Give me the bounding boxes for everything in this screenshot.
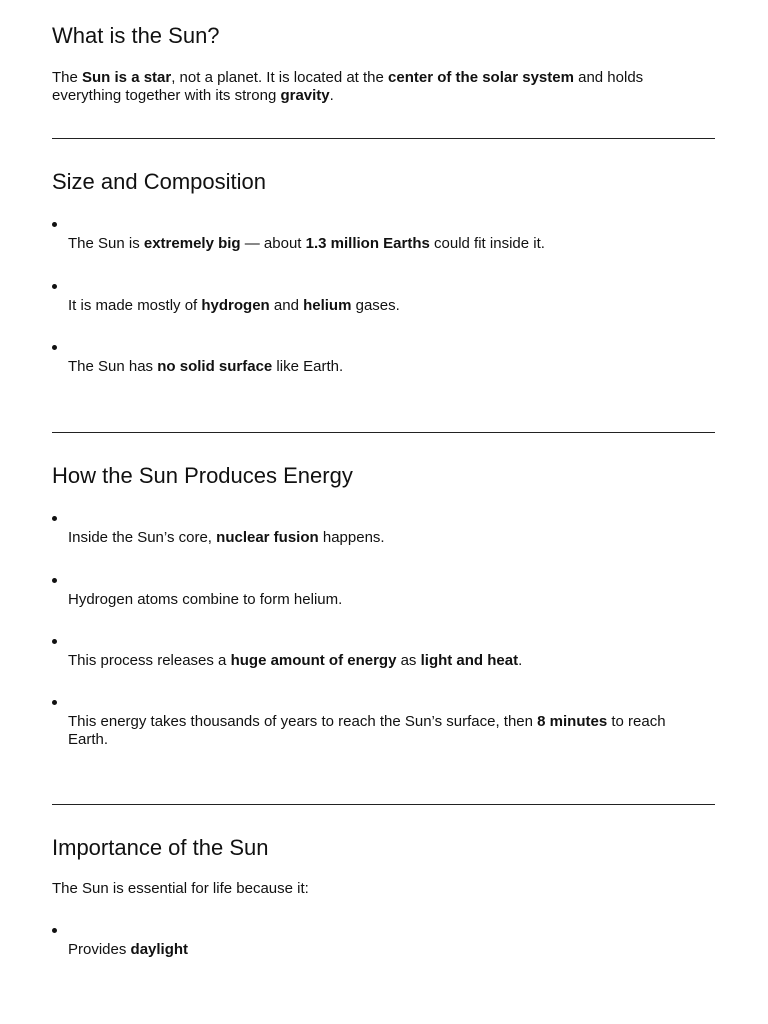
list-item bbox=[52, 282, 715, 315]
body-text: gases. bbox=[351, 297, 400, 314]
body-text: happens. bbox=[318, 529, 385, 546]
list-item-text bbox=[52, 282, 715, 315]
body-text: and bbox=[269, 297, 304, 314]
bullet-icon bbox=[52, 516, 57, 521]
body-text: Provides bbox=[68, 941, 131, 958]
heading-what-is-the-sun: What is the Sun? bbox=[52, 23, 220, 48]
emphasis-text: gravity bbox=[280, 87, 330, 104]
emphasis-text: 1.3 million Earths bbox=[305, 235, 430, 252]
body-text: Hydrogen atoms combine to form helium. bbox=[68, 591, 343, 608]
bullet-icon bbox=[52, 345, 57, 350]
body-text: — about bbox=[240, 235, 306, 252]
intro-paragraph bbox=[52, 69, 715, 105]
body-text: like Earth. bbox=[272, 358, 344, 375]
body-text: The Sun has bbox=[68, 358, 158, 375]
body-text: , not a planet. It is located at the bbox=[171, 69, 389, 86]
emphasis-text: nuclear fusion bbox=[216, 529, 319, 546]
list-item bbox=[52, 637, 715, 670]
emphasis-text: no solid surface bbox=[157, 358, 273, 375]
emphasis-text: huge amount of energy bbox=[230, 652, 397, 669]
heading-importance-of-the-sun: Importance of the Sun bbox=[52, 835, 269, 860]
importance-intro: The Sun is essential for life because it: bbox=[52, 880, 309, 897]
emphasis-text: daylight bbox=[130, 941, 189, 958]
bullet-icon bbox=[52, 578, 57, 583]
emphasis-text: light and heat bbox=[420, 652, 519, 669]
emphasis-text: center of the solar system bbox=[388, 69, 574, 86]
body-text: could fit inside it. bbox=[429, 235, 545, 252]
list-item bbox=[52, 343, 715, 376]
list-item-text bbox=[52, 637, 715, 670]
emphasis-text: 8 minutes bbox=[537, 713, 608, 730]
list-item bbox=[52, 698, 715, 749]
body-text: The Sun is bbox=[68, 235, 144, 252]
body-text: . bbox=[329, 87, 334, 104]
divider bbox=[52, 804, 715, 805]
bullet-icon bbox=[52, 284, 57, 289]
list-item-text bbox=[52, 343, 715, 376]
body-text: and holds everything together with its strong bbox=[52, 69, 644, 104]
emphasis-text: hydrogen bbox=[201, 297, 270, 314]
list-item bbox=[52, 576, 715, 609]
list-item-text bbox=[52, 926, 715, 959]
bullet-icon bbox=[52, 700, 57, 705]
body-text: This process releases a bbox=[68, 652, 231, 669]
emphasis-text: helium bbox=[303, 297, 352, 314]
emphasis-text: extremely big bbox=[143, 235, 241, 252]
list-item-text bbox=[52, 514, 715, 547]
heading-size-and-composition: Size and Composition bbox=[52, 169, 267, 194]
list-item-text bbox=[52, 576, 715, 609]
body-text: as bbox=[396, 652, 421, 669]
body-text: This energy takes thousands of years to reach the Sun’s surface, then bbox=[68, 713, 538, 730]
list-item bbox=[52, 220, 715, 253]
body-text: . bbox=[518, 652, 523, 669]
bullet-icon bbox=[52, 928, 57, 933]
body-text: Inside the Sun’s core, bbox=[68, 529, 217, 546]
body-text: to reach Earth. bbox=[68, 713, 666, 748]
list-item bbox=[52, 926, 715, 959]
list-item-text bbox=[52, 698, 715, 749]
heading-how-sun-produces-energy: How the Sun Produces Energy bbox=[52, 463, 353, 488]
list-item bbox=[52, 514, 715, 547]
body-text: The bbox=[52, 69, 83, 86]
emphasis-text: Sun is a star bbox=[82, 69, 172, 86]
body-text: It is made mostly of bbox=[68, 297, 202, 314]
bullet-icon bbox=[52, 222, 57, 227]
list-item-text bbox=[52, 220, 715, 253]
divider bbox=[52, 432, 715, 433]
divider bbox=[52, 138, 715, 139]
bullet-icon bbox=[52, 639, 57, 644]
